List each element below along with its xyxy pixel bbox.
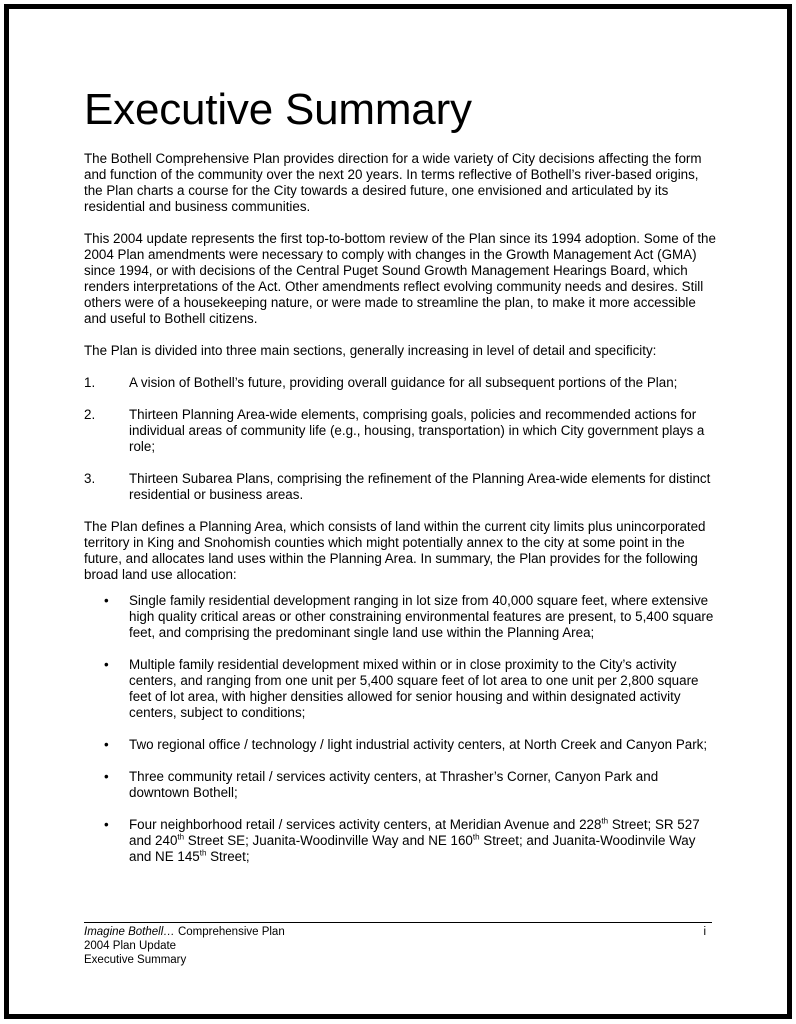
footer-line-2: 2004 Plan Update bbox=[84, 940, 177, 952]
list-item-text: Three community retail / services activity centers, at Thrasher’s Corner, Canyon Park and downtown Bothell; bbox=[129, 769, 659, 800]
list-item bbox=[84, 737, 716, 753]
list-number: 1. bbox=[84, 375, 96, 390]
text-run: Street SE; Juanita-Woodinville Way and NE 160 bbox=[184, 833, 473, 848]
list-item bbox=[84, 657, 716, 721]
text-run: Street; bbox=[206, 849, 250, 864]
footer-plan-name: Comprehensive Plan bbox=[174, 926, 285, 938]
bullet-icon: • bbox=[104, 737, 109, 752]
list-item bbox=[84, 817, 716, 865]
ordinal-suffix: th bbox=[177, 832, 185, 842]
list-item bbox=[84, 407, 716, 455]
list-item-text: Thirteen Subarea Plans, comprising the refinement of the Planning Area-wide elements for distinct residential or business areas. bbox=[129, 471, 711, 502]
bullet-icon: • bbox=[104, 769, 109, 784]
ordinal-suffix: th bbox=[601, 816, 609, 826]
footer-line-1 bbox=[84, 925, 706, 939]
page-title: Executive Summary bbox=[84, 85, 472, 134]
ordinal-suffix: th bbox=[199, 848, 207, 858]
bullet-icon: • bbox=[104, 817, 109, 832]
text-run: Street; SR 527 and 240 bbox=[129, 817, 700, 848]
list-item-text bbox=[129, 817, 700, 864]
intro-paragraph: The Bothell Comprehensive Plan provides direction for a wide variety of City decisions affecting the form and function of the community over the next 20 years. In terms reflective of Bothell’s river-based origins, the Plan charts a course for the City towards a desired future, one envisioned and articulated by its residential and business communities. bbox=[84, 151, 702, 214]
update-paragraph: This 2004 update represents the first top-to-bottom review of the Plan since its 1994 adoption. Some of the 2004 Plan amendments were necessary to comply with changes in the Growth Management Act (GMA) since 1994, or with decisions of the Central Puget Sound Growth Management Hearings Board, which renders interpretations of the Act. Other amendments reflect evolving community needs and desires. Still others were of a housekeeping nature, or were made to streamline the plan, to make it more accessible and useful to Bothell citizens. bbox=[84, 231, 716, 326]
plan-sections-list bbox=[84, 375, 716, 503]
page-number: i bbox=[703, 926, 706, 938]
list-item bbox=[84, 471, 716, 503]
planning-area-paragraph: The Plan defines a Planning Area, which consists of land within the current city limits plus unincorporated territory in King and Snohomish counties which might potentially annex to the city at some point in the future, and allocates land uses within the Planning Area. In summary, the Plan provides for the following broad land use allocation: bbox=[84, 519, 706, 582]
list-item bbox=[84, 375, 716, 391]
list-item-text: A vision of Bothell’s future, providing overall guidance for all subsequent portions of the Plan; bbox=[129, 375, 678, 390]
document-body bbox=[84, 151, 716, 881]
footer-italic-title: Imagine Bothell… bbox=[84, 926, 175, 938]
text-run: Street; and Juanita-Woodinvile Way and NE 145 bbox=[129, 833, 696, 864]
page-footer bbox=[84, 925, 706, 967]
list-item bbox=[84, 769, 716, 801]
text-run: Four neighborhood retail / services activity centers, at Meridian Avenue and 228 bbox=[129, 817, 602, 832]
list-number: 2. bbox=[84, 407, 96, 422]
list-item-text: Two regional office / technology / light industrial activity centers, at North Creek and Canyon Park; bbox=[129, 737, 708, 752]
list-item-text: Single family residential development ranging in lot size from 40,000 square feet, where extensive high quality critical areas or other constraining environmental features are present, to 5,400 square feet, and comprising the predominant single land use within the Planning Area; bbox=[129, 593, 714, 640]
list-number: 3. bbox=[84, 471, 96, 486]
bullet-icon: • bbox=[104, 593, 109, 608]
sections-intro-paragraph: The Plan is divided into three main sections, generally increasing in level of detail and specificity: bbox=[84, 343, 657, 358]
ordinal-suffix: th bbox=[472, 832, 480, 842]
footer-line-3: Executive Summary bbox=[84, 954, 187, 966]
bullet-icon: • bbox=[104, 657, 109, 672]
list-item-text: Multiple family residential development mixed within or in close proximity to the City’s activity centers, and ranging from one unit per 5,400 square feet of lot area to one unit per 2,800 square feet of lot area, with higher densities allowed for senior housing and within designated activity centers, subject to conditions; bbox=[129, 657, 699, 720]
footer-divider bbox=[84, 922, 712, 923]
list-item-text: Thirteen Planning Area-wide elements, comprising goals, policies and recommended actions for individual areas of community life (e.g., housing, transportation) in which City government plays a role; bbox=[129, 407, 705, 454]
land-use-list bbox=[84, 593, 716, 865]
list-item bbox=[84, 593, 716, 641]
